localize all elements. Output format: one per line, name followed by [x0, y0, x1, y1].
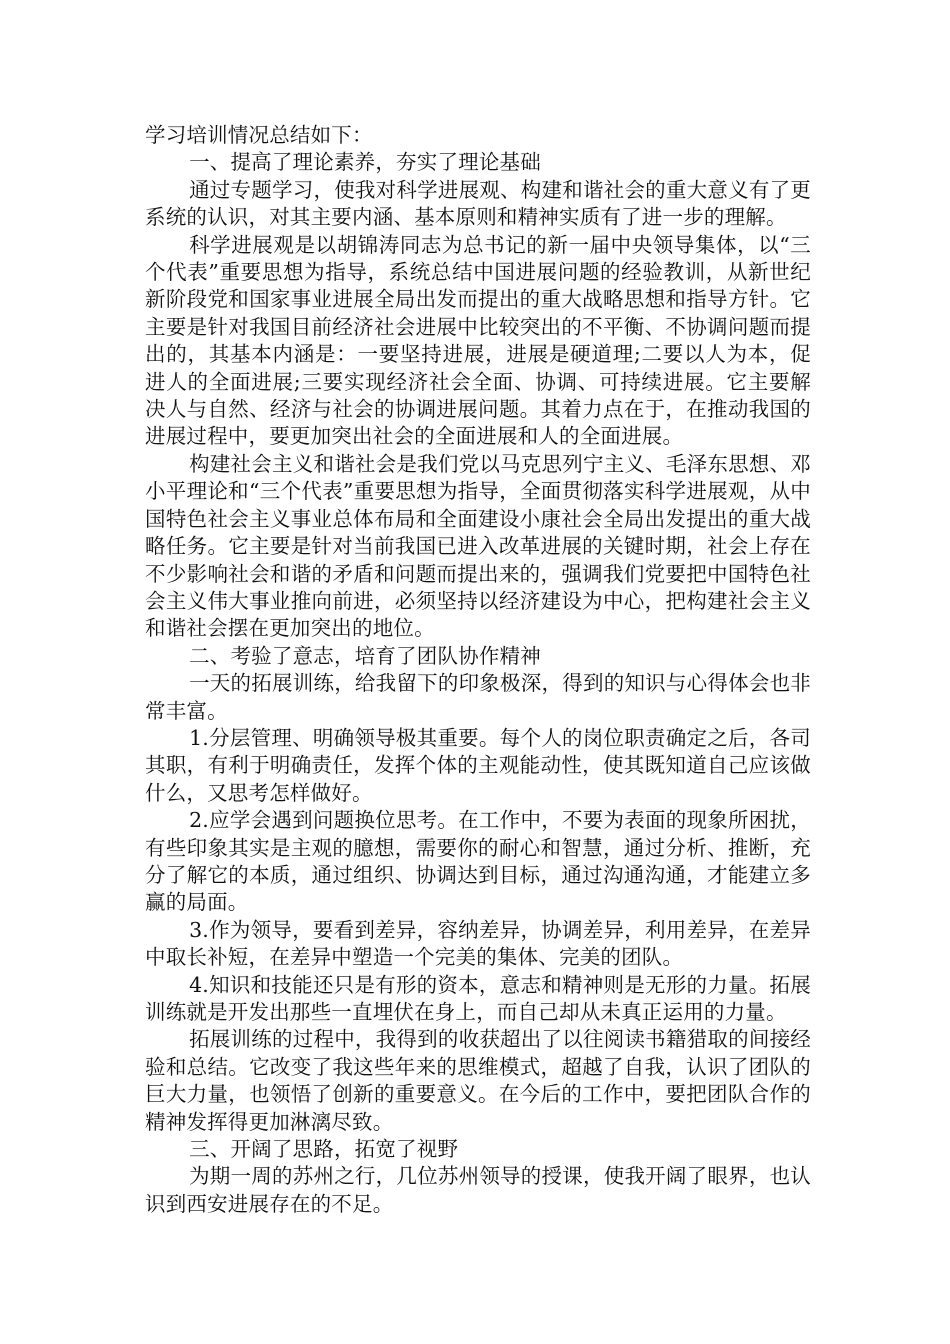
- section-heading-1: 一、提高了理论素养，夯实了理论基础: [189, 150, 541, 175]
- paragraph: 拓展训练的过程中，我得到的收获超出了以往阅读书籍猎取的间接经验和总结。它改变了我这些年来的思维模式，超越了自我，认识了团队的巨大力量，也领悟了创新的重要意义。在今后的工作中，要把团队合作的精神发挥得更加淋漓尽致。: [145, 1027, 811, 1134]
- paragraph: 构建社会主义和谐社会是我们党以马克思列宁主义、毛泽东思想、邓小平理论和“三个代表”重要思想为指导，全面贯彻落实科学进展观，从中国特色社会主义事业总体布局和全面建设小康社会全局出发提出的重大战略任务。它主要是针对当前我国已进入改革进展的关键时期，社会上存在不少影响社会和谐的矛盾和问题而提出来的，强调我们党要把中国特色社会主义伟大事业推向前进，必须坚持以经济建设为中心，把构建社会主义和谐社会摆在更加突出的地位。: [145, 451, 811, 641]
- paragraph: 为期一周的苏州之行，几位苏州领导的授课，使我开阔了眼界，也认识到西安进展存在的不足。: [145, 1164, 811, 1216]
- intro-line: 学习培训情况总结如下：: [145, 123, 373, 147]
- list-item: 1.分层管理、明确领导极其重要。每个人的岗位职责确定之后，各司其职，有利于明确责任，发挥个体的主观能动性，使其既知道自己应该做什么，又思考怎样做好。: [145, 725, 811, 805]
- section-heading-2: 二、考验了意志，培育了团队协作精神: [189, 643, 541, 668]
- list-item: 3.作为领导，要看到差异，容纳差异，协调差异，利用差异，在差异中取长补短，在差异中塑造一个完美的集体、完美的团队。: [145, 917, 811, 970]
- document-body: [145, 122, 811, 1218]
- paragraph: 通过专题学习，使我对科学进展观、构建和谐社会的重大意义有了更系统的认识，对其主要内涵、基本原则和精神实质有了进一步的理解。: [145, 177, 811, 230]
- list-item: 2.应学会遇到问题换位思考。在工作中，不要为表面的现象所困扰，有些印象其实是主观的臆想，需要你的耐心和智慧，通过分析、推断，充分了解它的本质，通过组织、协调达到目标，通过沟通沟通，才能建立多赢的局面。: [145, 808, 811, 915]
- section-heading-3: 三、开阔了思路，拓宽了视野: [189, 1137, 459, 1162]
- list-item: 4.知识和技能还只是有形的资本，意志和精神则是无形的力量。拓展训练就是开发出那些一直埋伏在身上，而自己却从未真正运用的力量。: [145, 972, 811, 1024]
- paragraph: 一天的拓展训练，给我留下的印象极深，得到的知识与心得体会也非常丰富。: [145, 671, 811, 723]
- paragraph: 科学进展观是以胡锦涛同志为总书记的新一届中央领导集体，以“三个代表”重要思想为指导，系统总结中国进展问题的经验教训，从新世纪新阶段党和国家事业进展全局出发而提出的重大战略思想和指导方针。它主要是针对我国目前经济社会进展中比较突出的不平衡、不协调问题而提出的，其基本内涵是：一要坚持进展，进展是硬道理;二要以人为本，促进人的全面进展;三要实现经济社会全面、协调、可持续进展。它主要解决人与自然、经济与社会的协调进展问题。其着力点在于，在推动我国的进展过程中，要更加突出社会的全面进展和人的全面进展。: [145, 232, 811, 449]
